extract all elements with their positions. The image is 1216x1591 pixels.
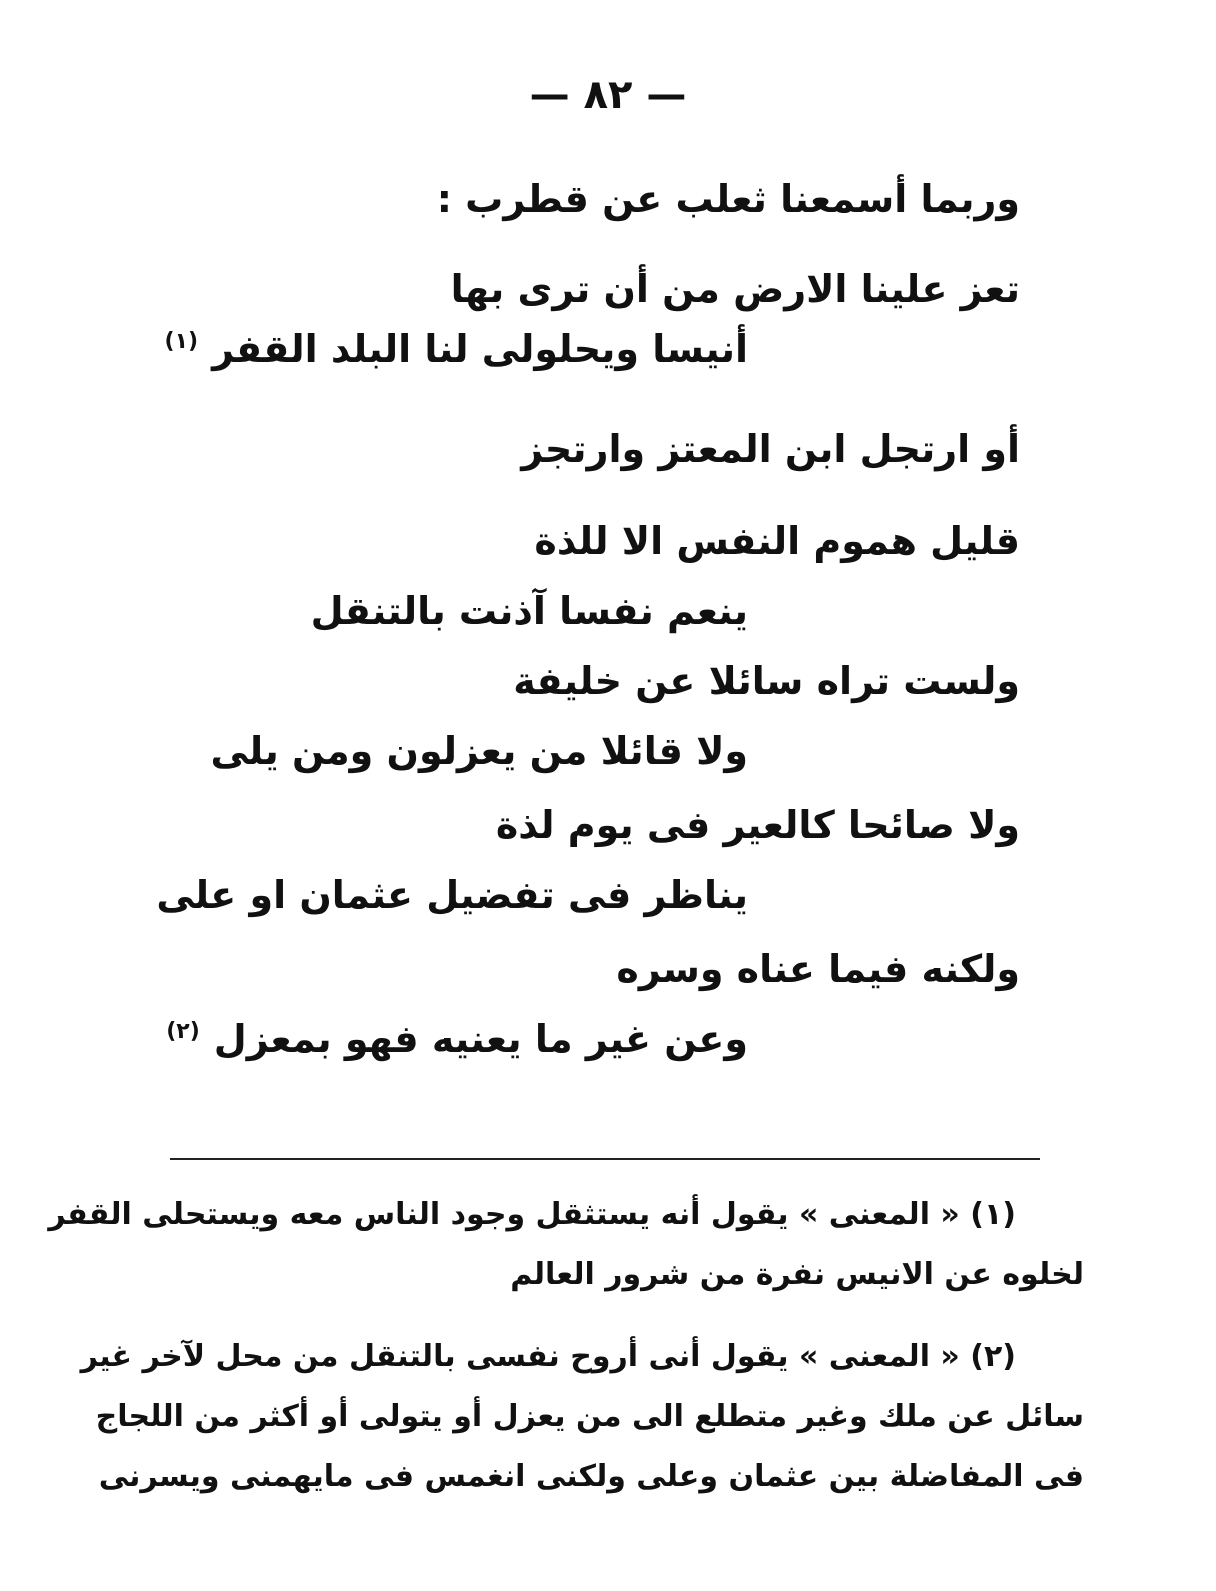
intro-text: أو ارتجل ابن المعتز وارتجز (521, 427, 1020, 471)
poem-line: يناظر فى تفضيل عثمان او على (156, 873, 748, 917)
poem-line: ينعم نفسا آذنت بالتنقل (310, 589, 748, 633)
footnote-line: فى المفاضلة بين عثمان وعلى ولكنى انغمس فى مايهمنى ويسرنى (98, 1459, 1084, 1494)
poem-text: وعن غير ما يعنيه فهو بمعزل (213, 1017, 748, 1061)
footnote-marker: (٢) (166, 1019, 200, 1045)
footnote-line: سائل عن ملك وغير متطلع الى من يعزل أو يتولى أو أكثر من اللجاج (95, 1399, 1084, 1434)
poem-line: قليل هموم النفس الا للذة (534, 519, 1020, 563)
poem-line: ولست تراه سائلا عن خليفة (513, 659, 1020, 703)
poem-line: ولكنه فيما عناه وسره (616, 947, 1020, 991)
poem-line: ولا صائحا كالعير فى يوم لذة (495, 803, 1020, 847)
footnote-divider (170, 1158, 1040, 1160)
footnote-line: (١) « المعنى » يقول أنه يستثقل وجود الناس معه ويستحلى القفر (48, 1197, 1016, 1232)
footnote-marker: (١) (164, 329, 199, 355)
intro-text: وربما أسمعنا ثعلب عن قطرب : (436, 177, 1020, 221)
verse-line: تعز علينا الارض من أن ترى بها (450, 267, 1020, 311)
footnote-line: (٢) « المعنى » يقول أنى أروح نفسى بالتنقل من محل لآخر غير (80, 1339, 1016, 1374)
footnote-line: لخلوه عن الانيس نفرة من شرور العالم (510, 1257, 1084, 1292)
page-number: — ٨٢ — (529, 72, 687, 118)
verse-text: أنيسا ويحلولى لنا البلد القفر (212, 327, 748, 371)
poem-line (166, 1017, 748, 1061)
poem-line: ولا قائلا من يعزلون ومن يلى (210, 729, 748, 773)
verse-line (164, 327, 749, 371)
